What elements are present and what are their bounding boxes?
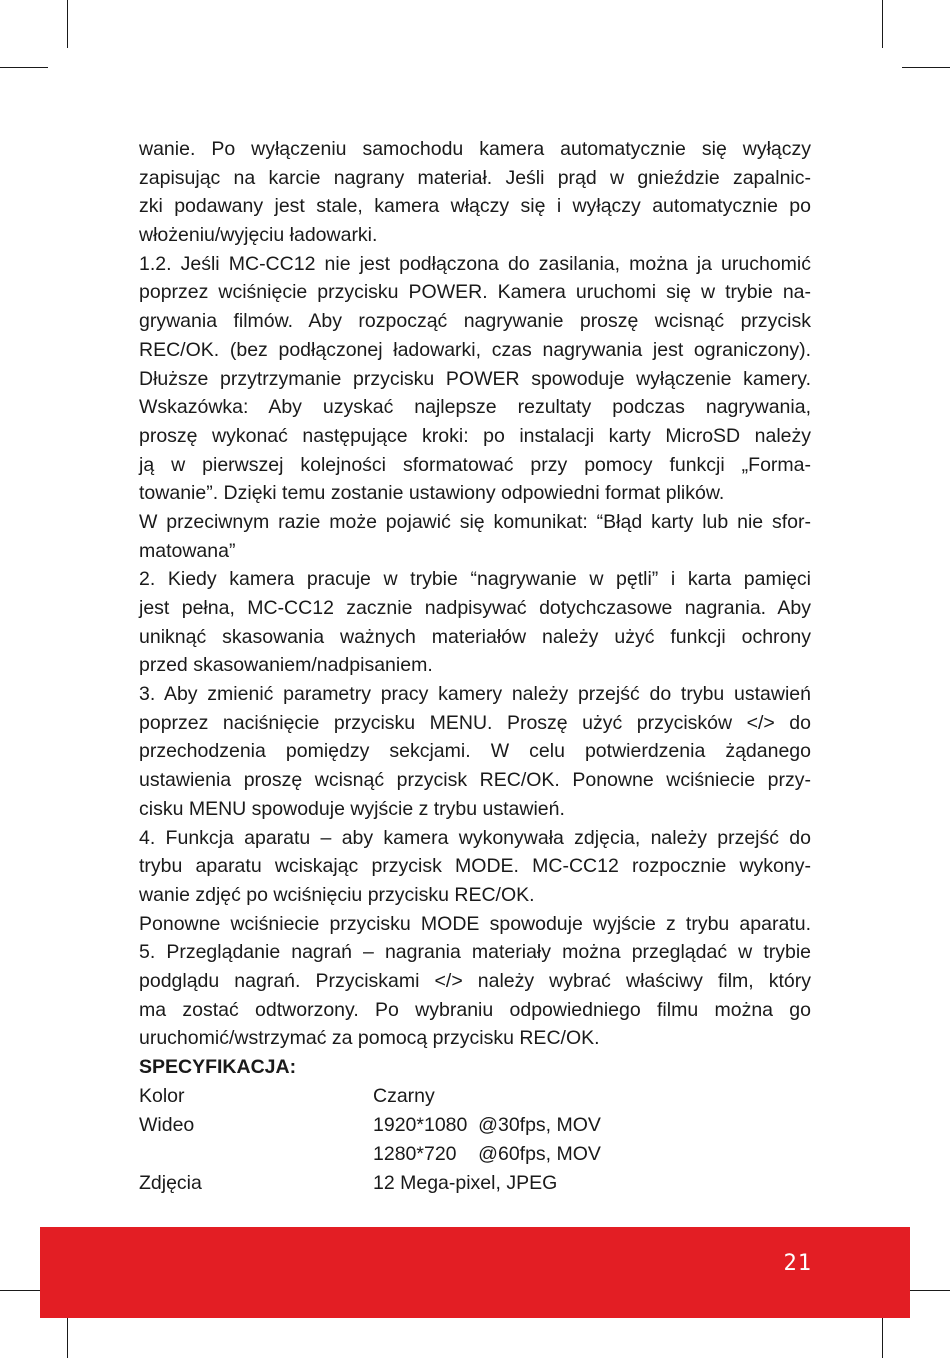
body-text	[139, 135, 811, 1053]
text-line: cisku MENU spowoduje wyjście z trybu ustawień.	[139, 797, 565, 820]
spec-row	[139, 1169, 811, 1198]
spec-label: Kolor	[139, 1084, 185, 1107]
spec-heading: SPECYFIKACJA:	[139, 1056, 297, 1078]
spec-label: Wideo	[139, 1113, 195, 1136]
text-line: wanie zdjęć po wciśnięciu przycisku REC/OK.	[139, 883, 535, 906]
text-line: proszę wykonać następujące kroki: po instalacji karty MicroSD należy	[139, 424, 811, 447]
text-line: podglądu nagrań. Przyciskami </> należy wybrać właściwy film, który	[139, 969, 811, 992]
text-line: zapisując na karcie nagrany materiał. Jeśli prąd w gnieździe zapalnic-	[139, 166, 811, 189]
spec-value: 12 Mega-pixel, JPEG	[373, 1171, 558, 1194]
text-line: Wskazówka: Aby uzyskać najlepsze rezultaty podczas nagrywania,	[139, 396, 811, 419]
text-line: matowana”	[139, 539, 236, 562]
spec-value: 1920*1080 @30fps, MOV	[373, 1113, 601, 1136]
crop-mark	[67, 0, 68, 48]
text-line: 3. Aby zmienić parametry pracy kamery należy przejść do trybu ustawień	[139, 683, 811, 706]
text-line: 4. Funkcja aparatu – aby kamera wykonywała zdjęcia, należy przejść do	[139, 826, 811, 849]
text-line: wanie. Po wyłączeniu samochodu kamera automatycznie się wyłączy	[139, 138, 811, 160]
page-number: 21	[783, 1251, 812, 1276]
text-line: ma zostać odtworzony. Po wybraniu odpowiedniego filmu można go	[139, 998, 811, 1021]
text-line: poprzez wciśnięcie przycisku POWER. Kamera uruchomi się w trybie na-	[139, 281, 811, 304]
text-line: Ponowne wciśniecie przycisku MODE spowoduje wyjście z trybu aparatu.	[139, 912, 811, 935]
text-line: uruchomić/wstrzymać za pomocą przycisku REC/OK.	[139, 1027, 600, 1050]
text-line: przed skasowaniem/nadpisaniem.	[139, 654, 433, 677]
footer-band	[40, 1227, 910, 1318]
text-line: towanie”. Dzięki temu zostanie ustawiony odpowiedni format plików.	[139, 482, 725, 505]
crop-mark	[882, 0, 883, 48]
crop-mark	[0, 67, 48, 68]
text-line: 1.2. Jeśli MC-CC12 nie jest podłączona do zasilania, można ja uruchomić	[139, 252, 811, 275]
text-line: poprzez naciśnięcie przycisku MENU. Proszę użyć przycisków </> do	[139, 711, 811, 734]
text-line: 5. Przeglądanie nagrań – nagrania materiały można przeglądać w trybie	[139, 941, 811, 964]
crop-mark	[902, 67, 950, 68]
page-body	[139, 135, 811, 1198]
text-line: REC/OK. (bez podłączonej ładowarki, czas nagrywania jest ograniczony).	[139, 338, 811, 361]
spec-value: 1280*720 @60fps, MOV	[373, 1142, 601, 1165]
text-line: włożeniu/wyjęciu ładowarki.	[139, 224, 378, 247]
text-line: grywania filmów. Aby rozpocząć nagrywanie proszę wcisnąć przycisk	[139, 310, 811, 333]
text-line: uniknąć skasowania ważnych materiałów należy użyć funkcji ochrony	[139, 625, 811, 648]
spec-row	[139, 1082, 811, 1111]
text-line: W przeciwnym razie może pojawić się komunikat: “Błąd karty lub nie sfor-	[139, 510, 811, 533]
spec-row	[139, 1140, 811, 1169]
text-line: Dłuższe przytrzymanie przycisku POWER spowoduje wyłączenie kamery.	[139, 367, 811, 390]
text-line: jest pełna, MC-CC12 zacznie nadpisywać dotychczasowe nagrania. Aby	[139, 597, 811, 619]
text-line: ustawienia proszę wcisnąć przycisk REC/OK. Ponowne wciśniecie przy-	[139, 769, 811, 792]
text-line: ją w pierwszej kolejności sformatować przy pomocy funkcji „Forma-	[139, 453, 811, 476]
text-line: trybu aparatu wciskając przycisk MODE. MC-CC12 rozpocznie wykony-	[139, 855, 811, 878]
text-line: przechodzenia pomiędzy sekcjami. W celu potwierdzenia żądanego	[139, 740, 811, 763]
spec-label: Zdjęcia	[139, 1171, 202, 1194]
text-line: 2. Kiedy kamera pracuje w trybie “nagrywanie w pętli” i karta pamięci	[139, 568, 811, 591]
text-line: zki podawany jest stale, kamera włączy się i wyłączy automatycznie po	[139, 195, 811, 218]
spec-value: Czarny	[373, 1084, 435, 1107]
spec-table	[139, 1082, 811, 1198]
spec-row	[139, 1111, 811, 1140]
